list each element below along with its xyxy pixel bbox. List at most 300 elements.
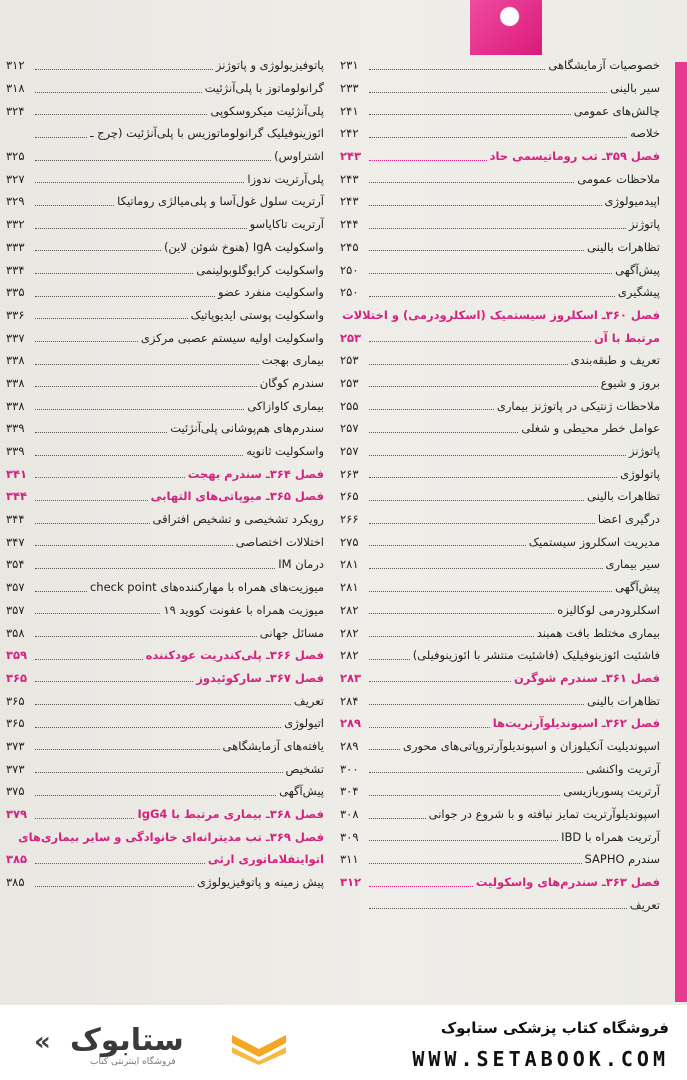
toc-page-number: ۳۱۲ bbox=[340, 875, 362, 890]
toc-entry bbox=[6, 440, 324, 463]
toc-entry-title: سندرم‌های هم‌پوشانی پلی‌آنژئیت bbox=[170, 421, 324, 436]
dot-leader bbox=[35, 605, 160, 614]
dot-leader bbox=[35, 197, 114, 206]
store-logo bbox=[30, 1023, 280, 1067]
store-url[interactable]: WWW.SETABOOK.COM bbox=[412, 1047, 669, 1071]
toc-page-number: ۲۴۴ bbox=[340, 217, 359, 232]
toc-page-number: ۳۰۴ bbox=[340, 784, 359, 799]
toc-entry bbox=[6, 122, 324, 145]
toc-entry-title: بیماری مختلط بافت همبند bbox=[536, 625, 660, 640]
toc-page-number: ۲۴۳ bbox=[340, 171, 359, 186]
toc-entry bbox=[340, 394, 660, 417]
toc-entry bbox=[6, 326, 324, 349]
toc-entry-title: یافته‌های آزمایشگاهی bbox=[222, 738, 324, 753]
toc-page-number: ۲۸۲ bbox=[340, 625, 359, 640]
toc-entry bbox=[6, 54, 324, 77]
toc-page-number: ۲۳۱ bbox=[340, 58, 359, 73]
toc-entry-title: فصل ۳۵۹ـ تب روماتیسمی حاد bbox=[489, 149, 660, 164]
dot-leader bbox=[35, 492, 148, 501]
toc-page-number: ۳۴۴ bbox=[6, 512, 25, 527]
toc-entry bbox=[6, 213, 324, 236]
store-title: فروشگاه کتاب پزشکی ستابوک bbox=[440, 1019, 669, 1037]
toc-page-number: ۲۸۱ bbox=[340, 557, 359, 572]
toc-page-number: ۲۴۳ bbox=[340, 194, 359, 209]
toc-entry bbox=[6, 281, 324, 304]
toc-page-number: ۲۵۳ bbox=[340, 353, 359, 368]
toc-entry-title: آرتریت واکنشی bbox=[586, 761, 660, 776]
toc-page-number: ۲۸۲ bbox=[340, 602, 359, 617]
dot-leader bbox=[369, 288, 615, 297]
toc-page-number: ۲۵۰ bbox=[340, 262, 359, 277]
toc-page-number: ۳۱۱ bbox=[340, 852, 359, 867]
toc-page-number: ۳۵۴ bbox=[6, 557, 25, 572]
toc-entry-title: تشخیص bbox=[285, 761, 324, 776]
toc-chapter-heading bbox=[6, 667, 324, 690]
logo-wordmark: ستابوک bbox=[70, 1023, 184, 1058]
toc-page-number: ۲۳۳ bbox=[340, 81, 359, 96]
toc-entry-title: بیماری کاوازاکی bbox=[247, 398, 324, 413]
toc-page-number: ۳۸۵ bbox=[6, 875, 25, 890]
toc-chapter-heading bbox=[340, 712, 660, 735]
toc-page-number: ۳۰۹ bbox=[340, 829, 359, 844]
dot-leader bbox=[35, 265, 193, 274]
toc-chapter-heading bbox=[340, 871, 660, 894]
toc-chapter-heading bbox=[6, 848, 324, 871]
toc-entry-title: پیش زمینه و پاتوفیزیولوژی bbox=[197, 875, 324, 890]
toc-entry-title: پیش‌آگهی bbox=[615, 262, 660, 277]
toc-entry bbox=[340, 644, 660, 667]
dot-leader bbox=[35, 447, 243, 456]
toc-page-number: ۲۵۷ bbox=[340, 444, 359, 459]
toc-entry-title: پیشگیری bbox=[617, 285, 660, 300]
toc-page-number: ۲۵۳ bbox=[340, 330, 362, 345]
toc-page-number: ۳۰۰ bbox=[340, 761, 359, 776]
dot-leader bbox=[35, 401, 244, 410]
dot-leader bbox=[369, 333, 591, 342]
toc-page-number: ۲۵۷ bbox=[340, 421, 359, 436]
store-footer bbox=[0, 1005, 687, 1080]
dot-leader bbox=[35, 764, 283, 773]
toc-entry-title: تظاهرات بالینی bbox=[587, 489, 660, 504]
dot-leader bbox=[35, 719, 281, 728]
toc-page-number: ۳۳۹ bbox=[6, 444, 25, 459]
dot-leader bbox=[35, 61, 213, 70]
toc-entry-title: اختلالات اختصاصی bbox=[235, 534, 324, 549]
dot-leader bbox=[35, 106, 207, 115]
toc-entry bbox=[6, 599, 324, 622]
toc-chapter-heading bbox=[340, 304, 660, 327]
dot-leader bbox=[35, 152, 271, 161]
toc-entry bbox=[340, 825, 660, 848]
toc-entry-title: اسپوندیلیت آنکیلوزان و اسپوندیلوآرتروپاتی‌های محوری bbox=[403, 738, 660, 753]
toc-page-number: ۲۴۵ bbox=[340, 239, 359, 254]
toc-entry-title: پاتوژنز bbox=[629, 444, 660, 459]
dot-leader bbox=[369, 106, 571, 115]
toc-entry-title: ملاحظات ژنتیکی در پاتوژنز بیماری bbox=[496, 398, 660, 413]
toc-entry bbox=[340, 54, 660, 77]
toc-entry bbox=[6, 372, 324, 395]
toc-entry-title: تظاهرات بالینی bbox=[587, 693, 660, 708]
toc-entry-title: سیر بیماری bbox=[605, 557, 660, 572]
toc-page-number: ۳۳۸ bbox=[6, 353, 25, 368]
dot-leader bbox=[369, 174, 574, 183]
dot-leader bbox=[369, 242, 584, 251]
toc-entry bbox=[6, 735, 324, 758]
toc-entry-title: فصل ۳۶۱ـ سندرم شوگرن bbox=[513, 670, 660, 685]
toc-entry bbox=[340, 735, 660, 758]
toc-chapter-heading bbox=[6, 462, 324, 485]
dot-leader bbox=[35, 469, 185, 478]
toc-entry bbox=[340, 77, 660, 100]
toc-entry bbox=[6, 712, 324, 735]
toc-entry bbox=[340, 349, 660, 372]
dot-leader bbox=[35, 333, 138, 342]
logo-subtitle: فروشگاه اینترنتی کتاب bbox=[90, 1057, 176, 1067]
toc-page-number: ۳۷۹ bbox=[6, 807, 28, 822]
toc-entry bbox=[340, 372, 660, 395]
toc-entry bbox=[340, 417, 660, 440]
toc-page-number: ۲۵۳ bbox=[340, 375, 359, 390]
toc-entry bbox=[6, 689, 324, 712]
toc-entry-title: میوزیت همراه با عفونت کووید ۱۹ bbox=[163, 602, 324, 617]
pink-decoration bbox=[470, 0, 542, 55]
toc-entry-title: اشتراوس) bbox=[274, 149, 324, 164]
toc-page-number: ۲۸۳ bbox=[340, 670, 362, 685]
toc-entry-title: اسپوندیلوآرتریت تمایز نیافته و با شروع در جوانی bbox=[428, 807, 660, 822]
dot-leader bbox=[369, 673, 511, 682]
dot-leader bbox=[35, 356, 259, 365]
toc-entry-title: آرتریت تاکایاسو bbox=[249, 217, 324, 232]
toc-page-number: ۳۳۵ bbox=[6, 285, 25, 300]
dot-leader bbox=[369, 401, 494, 410]
toc-page-number: ۳۷۳ bbox=[6, 738, 25, 753]
dot-leader bbox=[35, 741, 220, 750]
toc-entry-title: سندرم کوگان bbox=[259, 375, 324, 390]
toc-page-number: ۳۵۹ bbox=[6, 648, 28, 663]
toc-page-number: ۳۰۸ bbox=[340, 807, 359, 822]
dot-leader bbox=[35, 696, 291, 705]
toc-entry-title: پلی‌آنژئیت میکروسکوپی bbox=[210, 103, 324, 118]
dot-leader bbox=[369, 469, 617, 478]
double-chevron-icon: « bbox=[34, 1027, 51, 1057]
toc-entry bbox=[340, 440, 660, 463]
dot-leader bbox=[35, 129, 87, 138]
dot-leader bbox=[369, 84, 607, 93]
toc-entry-title: واسکولیت منفرد عضو bbox=[218, 285, 324, 300]
toc-entry bbox=[6, 190, 324, 213]
dot-leader bbox=[369, 61, 545, 70]
dot-leader bbox=[35, 424, 167, 433]
toc-entry-title: پاتوژنز bbox=[629, 217, 660, 232]
toc-entry bbox=[340, 893, 660, 916]
toc-entry-title: میوزیت‌های همراه با مهارکننده‌های check point bbox=[89, 580, 324, 595]
dot-leader bbox=[369, 832, 558, 841]
toc-page-number: ۳۸۵ bbox=[6, 852, 28, 867]
dot-leader bbox=[369, 878, 473, 887]
toc-page-number: ۳۴۱ bbox=[6, 466, 28, 481]
toc-entry bbox=[340, 236, 660, 259]
toc-entry-title: سیر بالینی bbox=[610, 81, 660, 96]
toc-entry-title: تعریف bbox=[629, 897, 660, 912]
dot-leader bbox=[35, 378, 257, 387]
toc-entry-title: فصل ۳۶۳ـ سندرم‌های واسکولیت bbox=[475, 875, 660, 890]
toc-page-number: ۳۳۸ bbox=[6, 375, 25, 390]
toc-page-number: ۲۸۱ bbox=[340, 580, 359, 595]
toc-entry bbox=[340, 213, 660, 236]
dot-leader bbox=[369, 741, 400, 750]
toc-entry-title: اپیدمیولوژی bbox=[604, 194, 660, 209]
toc-page-number: ۳۳۹ bbox=[6, 421, 25, 436]
toc-entry bbox=[340, 190, 660, 213]
toc-page-number: ۳۳۳ bbox=[6, 239, 25, 254]
toc-entry bbox=[6, 576, 324, 599]
toc-entry-title: خصوصیات آزمایشگاهی bbox=[548, 58, 660, 73]
toc-page-number: ۳۳۲ bbox=[6, 217, 25, 232]
toc-page-number: ۳۶۵ bbox=[6, 716, 25, 731]
toc-entry bbox=[6, 417, 324, 440]
dot-leader bbox=[35, 628, 257, 637]
toc-entry bbox=[6, 349, 324, 372]
dot-leader bbox=[35, 810, 134, 819]
toc-page-number: ۳۲۷ bbox=[6, 171, 25, 186]
dot-leader bbox=[369, 628, 534, 637]
toc-entry bbox=[6, 145, 324, 168]
toc-page-number: ۲۵۵ bbox=[340, 398, 359, 413]
toc-entry-title: فصل ۳۶۹ـ تب مدیترانه‌ای خانوادگی و سایر بیماری‌های bbox=[18, 829, 324, 844]
toc-page-number: ۳۷۳ bbox=[6, 761, 25, 776]
toc-entry-title: عوامل خطر محیطی و شغلی bbox=[521, 421, 660, 436]
toc-entry-title: تعریف و طبقه‌بندی bbox=[570, 353, 660, 368]
toc-entry-title: اتیولوژی bbox=[284, 716, 324, 731]
dot-leader bbox=[35, 242, 161, 251]
toc-page-number: ۳۳۴ bbox=[6, 262, 25, 277]
dot-leader bbox=[369, 537, 526, 546]
toc-entry-title: فصل ۳۶۷ـ سارکوئیدوز bbox=[196, 670, 324, 685]
dot-leader bbox=[369, 787, 560, 796]
dot-leader bbox=[369, 719, 490, 728]
toc-entry-title: گرانولوماتوز با پلی‌آنژئیت bbox=[204, 81, 324, 96]
toc-entry bbox=[6, 167, 324, 190]
dot-leader bbox=[369, 378, 598, 387]
toc-entry bbox=[340, 258, 660, 281]
toc-entry bbox=[6, 77, 324, 100]
toc-entry bbox=[6, 508, 324, 531]
toc-page-number: ۲۵۰ bbox=[340, 285, 359, 300]
dot-leader bbox=[35, 220, 247, 229]
dot-leader bbox=[35, 515, 150, 524]
toc-entry-title: پاتوفیزیولوژی و پاتوژنز bbox=[215, 58, 324, 73]
dot-leader bbox=[35, 288, 215, 297]
toc-entry bbox=[340, 167, 660, 190]
toc-entry bbox=[340, 780, 660, 803]
toc-entry-title: واسکولیت کرایوگلوبولینمی bbox=[196, 262, 324, 277]
toc-page-number: ۲۸۴ bbox=[340, 693, 359, 708]
toc-entry bbox=[340, 281, 660, 304]
toc-page-number: ۳۱۲ bbox=[6, 58, 25, 73]
toc-entry-title: مسائل جهانی bbox=[259, 625, 324, 640]
toc-page-number: ۳۵۸ bbox=[6, 625, 25, 640]
dot-leader bbox=[369, 855, 582, 864]
toc-entry bbox=[340, 530, 660, 553]
toc-entry-title: اسکلرودرمی لوکالیزه bbox=[557, 602, 660, 617]
toc-page-number: ۲۸۲ bbox=[340, 648, 359, 663]
toc-page-number: ۳۲۵ bbox=[6, 149, 25, 164]
toc-entry bbox=[6, 757, 324, 780]
toc-entry bbox=[6, 553, 324, 576]
toc-entry-title: پیش‌آگهی bbox=[279, 784, 324, 799]
dot-leader bbox=[35, 651, 143, 660]
dot-leader bbox=[369, 424, 518, 433]
toc-entry bbox=[340, 848, 660, 871]
toc-entry bbox=[340, 689, 660, 712]
toc-entry bbox=[6, 871, 324, 894]
toc-entry bbox=[6, 621, 324, 644]
toc-right-column bbox=[340, 54, 660, 916]
dot-leader bbox=[369, 651, 410, 660]
dot-leader bbox=[35, 855, 205, 864]
toc-entry-title: پلی‌آرتریت ندوزا bbox=[247, 171, 324, 186]
toc-page-number: ۳۳۷ bbox=[6, 330, 25, 345]
toc-entry bbox=[340, 621, 660, 644]
toc-entry-title: اتوایتفلاماتوری ارثی bbox=[207, 852, 324, 867]
toc-page-number: ۲۸۹ bbox=[340, 716, 362, 731]
dot-leader bbox=[369, 764, 583, 773]
toc-page-number: ۲۴۲ bbox=[340, 126, 359, 141]
toc-entry-title: بیماری بهجت bbox=[261, 353, 324, 368]
toc-entry bbox=[340, 599, 660, 622]
toc-entry-title: واسکولیت اولیه سیستم عصبی مرکزی bbox=[140, 330, 324, 345]
toc-entry-title: فصل ۳۶۰ـ اسکلروز سیستمیک (اسکلرودرمی) و اختلالات bbox=[342, 307, 660, 322]
toc-page-number: ۳۵۷ bbox=[6, 580, 25, 595]
dot-leader bbox=[369, 560, 603, 569]
toc-entry-title: واسکولیت پوستی ایدیوپاتیک bbox=[190, 307, 324, 322]
dot-leader bbox=[369, 696, 584, 705]
dot-leader bbox=[369, 265, 612, 274]
dot-leader bbox=[35, 84, 202, 93]
toc-entry-title: فصل ۳۶۸ـ بیماری مرتبط با IgG4 bbox=[137, 807, 324, 822]
toc-entry bbox=[6, 258, 324, 281]
toc-entry-title: واسکولیت ثانویه bbox=[246, 444, 324, 459]
toc-chapter-heading bbox=[6, 825, 324, 848]
toc-chapter-heading bbox=[6, 803, 324, 826]
toc-entry bbox=[6, 780, 324, 803]
toc-entry-title: ملاحظات عمومی bbox=[577, 171, 660, 186]
toc-entry bbox=[340, 122, 660, 145]
toc-entry-title: خلاصه bbox=[630, 126, 660, 141]
toc-entry-title: فصل ۳۶۶ـ پلی‌کندریت عودکننده bbox=[145, 648, 324, 663]
toc-page-number: ۲۴۳ bbox=[340, 149, 362, 164]
toc-entry-title: بروز و شیوع bbox=[600, 375, 660, 390]
toc-entry bbox=[340, 485, 660, 508]
toc-entry-title: فصل ۳۶۵ـ میوپاتی‌های التهابی bbox=[150, 489, 324, 504]
toc-chapter-heading bbox=[340, 326, 660, 349]
toc-entry bbox=[340, 508, 660, 531]
toc-entry bbox=[6, 530, 324, 553]
toc-page-number: ۲۷۵ bbox=[340, 534, 359, 549]
dot-leader bbox=[35, 537, 233, 546]
dot-leader bbox=[369, 515, 595, 524]
dot-leader bbox=[35, 560, 275, 569]
toc-entry-title: فصل ۳۶۲ـ اسپوندیلوآرتریت‌ها bbox=[492, 716, 660, 731]
toc-entry bbox=[340, 803, 660, 826]
toc-entry-title: پیش‌آگهی bbox=[615, 580, 660, 595]
toc-entry-title: چالش‌های عمومی bbox=[573, 103, 660, 118]
dot-leader bbox=[35, 673, 193, 682]
toc-entry-title: ائوزینوفیلیک گرانولوماتوزیس با پلی‌آنژئیت (چرج ـ bbox=[90, 126, 324, 141]
toc-entry bbox=[6, 236, 324, 259]
toc-page-number: ۳۴۷ bbox=[6, 534, 25, 549]
toc-page-number: ۳۲۴ bbox=[6, 103, 25, 118]
toc-page-number: ۳۶۵ bbox=[6, 670, 28, 685]
dot-leader bbox=[369, 220, 626, 229]
toc-entry-title: آرتریت سلول غول‌آسا و پلی‌میالژی روماتیکا bbox=[117, 194, 324, 209]
toc-entry bbox=[340, 576, 660, 599]
toc-entry-title: آرتریت همراه با IBD bbox=[561, 829, 660, 844]
book-stack-icon bbox=[230, 1031, 288, 1065]
toc-entry-title: مرتبط با آن bbox=[593, 330, 660, 345]
toc-entry-title: فاشئیت ائوزینوفیلیک (فاشئیت منتشر با ائوزینوفیلی) bbox=[412, 648, 660, 663]
dot-leader bbox=[369, 447, 626, 456]
toc-page-number: ۲۸۹ bbox=[340, 738, 359, 753]
toc-entry bbox=[340, 462, 660, 485]
toc-chapter-heading bbox=[6, 644, 324, 667]
toc-entry bbox=[6, 394, 324, 417]
toc-chapter-heading bbox=[340, 667, 660, 690]
toc-page-number: ۳۵۷ bbox=[6, 602, 25, 617]
dot-leader bbox=[35, 310, 188, 319]
toc-entry-title: سندرم SAPHO bbox=[584, 852, 660, 867]
dot-leader bbox=[369, 129, 627, 138]
toc-page-number: ۳۶۵ bbox=[6, 693, 25, 708]
toc-entry bbox=[340, 99, 660, 122]
toc-entry bbox=[6, 99, 324, 122]
toc-page-number: ۲۶۵ bbox=[340, 489, 359, 504]
toc-entry-title: تعریف bbox=[293, 693, 324, 708]
dot-leader bbox=[369, 810, 426, 819]
toc-page-number: ۳۷۵ bbox=[6, 784, 25, 799]
toc-left-column bbox=[6, 54, 324, 893]
toc-entry bbox=[340, 757, 660, 780]
toc-entry-title: رویکرد تشخیصی و تشخیص افتراقی bbox=[152, 512, 324, 527]
dot-leader bbox=[35, 878, 194, 887]
toc-entry-title: آرتریت پسوریازیسی bbox=[563, 784, 660, 799]
dot-leader bbox=[369, 492, 584, 501]
dot-leader bbox=[369, 583, 612, 592]
dot-leader bbox=[369, 197, 602, 206]
toc-chapter-heading bbox=[6, 485, 324, 508]
dot-leader bbox=[369, 152, 487, 161]
toc-entry-title: تظاهرات بالینی bbox=[587, 239, 660, 254]
toc-entry bbox=[6, 304, 324, 327]
toc-page-number: ۳۳۶ bbox=[6, 307, 25, 322]
dot-leader bbox=[35, 174, 244, 183]
dot-leader bbox=[35, 787, 276, 796]
toc-entry-title: مدیریت اسکلروز سیستمیک bbox=[528, 534, 660, 549]
toc-page-number: ۳۴۴ bbox=[6, 489, 28, 504]
toc-entry-title: درمان IM bbox=[278, 557, 324, 572]
toc-entry-title: فصل ۳۶۴ـ سندرم بهجت bbox=[187, 466, 324, 481]
dot-leader bbox=[369, 356, 568, 365]
toc-entry-title: درگیری اعضا bbox=[597, 512, 660, 527]
toc-entry-title: پاتولوژی bbox=[620, 466, 660, 481]
dot-leader bbox=[35, 583, 87, 592]
toc-page-number: ۲۴۱ bbox=[340, 103, 359, 118]
toc-page-number: ۲۶۳ bbox=[340, 466, 359, 481]
dot-leader bbox=[369, 900, 627, 909]
toc-page-number: ۳۱۸ bbox=[6, 81, 25, 96]
pink-edge-strip bbox=[675, 62, 687, 1002]
toc-entry-title: واسکولیت IgA (هنوخ شوئن لاین) bbox=[163, 239, 324, 254]
